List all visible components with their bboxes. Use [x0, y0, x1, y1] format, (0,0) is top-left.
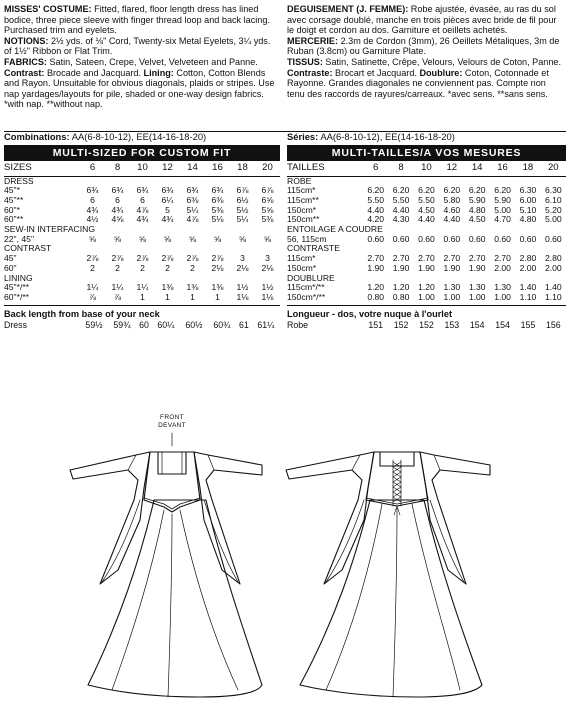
row-label: 45"* — [4, 185, 20, 196]
series-label: Séries: — [287, 131, 319, 142]
size-header: 16 — [205, 161, 230, 176]
back-length-cell: 151 — [368, 319, 384, 330]
notions-heading: NOTIONS: — [4, 35, 49, 46]
back-length-cell: 60 — [139, 319, 149, 330]
table-cell: 4.60 — [443, 204, 461, 215]
table-cell: 4.40 — [367, 204, 385, 215]
tissus-text: Satin, Satinette, Crêpe, Velours, Velours de Coton, Panne. — [325, 56, 561, 67]
size-header: 18 — [515, 161, 540, 176]
table-cell: 1.20 — [367, 282, 385, 293]
english-column — [4, 4, 280, 330]
table-cell: 2.00 — [544, 262, 562, 273]
fabrics-heading: FABRICS: — [4, 56, 47, 67]
section-label: CONTRAST — [4, 243, 52, 254]
section-label: ROBE — [287, 175, 312, 186]
table-cell: 2 — [90, 262, 95, 273]
size-header: 14 — [465, 161, 490, 176]
mercerie-heading: MERCERIE: — [287, 35, 339, 46]
row-label: 22", 45" — [4, 233, 34, 244]
english-back-length-table — [4, 320, 280, 330]
table-cell: 5½ — [236, 204, 249, 215]
multi-sized-banner: MULTI-SIZED FOR CUSTOM FIT — [4, 145, 280, 161]
lining-text: Cotton, Cotton Blends and Rayon. Unsuitable for obvious diagonals, plaids or stripes. Use nap yardages/layouts for pile, shaded or one-way design fabrics. *with nap. **without nap. — [4, 67, 275, 110]
table-cell: ⅞ — [80, 293, 105, 305]
table-cell: 1.00 — [439, 293, 464, 305]
table-cell: 0.60 — [494, 233, 511, 244]
table-cell: 5.00 — [544, 214, 562, 225]
table-cell: 2⅛ — [236, 262, 249, 273]
doublure-text: Coton, Cotonnade et Rayonne. Grandes diagonales ne conviennent pas. Compte non tenu des raccords de rayures/carreaux. *avec sens. **sans sens. — [287, 67, 549, 99]
table-cell: 2⅞ — [186, 253, 199, 264]
table-cell: 5.00 — [494, 204, 511, 215]
table-cell: 5.90 — [468, 194, 486, 205]
table-cell: 1 — [130, 293, 155, 305]
table-cell: 1.10 — [515, 293, 540, 305]
table-cell: 4.50 — [418, 204, 435, 215]
table-cell: 1 — [180, 293, 205, 305]
table-cell: 1.40 — [544, 282, 562, 293]
table-cell: ⅝ — [163, 233, 172, 244]
table-cell: 0.80 — [363, 293, 388, 305]
table-cell: 4¾ — [161, 214, 174, 225]
combinations — [4, 131, 280, 142]
table-cell: 0.60 — [468, 233, 486, 244]
contraste-text: Brocart et Jacquard. — [335, 67, 417, 78]
table-cell: ⅝ — [213, 233, 222, 244]
table-cell: ⅝ — [263, 233, 272, 244]
dress-front-view — [70, 433, 262, 697]
table-cell: 6.00 — [519, 194, 537, 205]
table-cell: 6½ — [236, 194, 249, 205]
table-cell: 1.00 — [465, 293, 490, 305]
table-cell: 2⅞ — [161, 253, 174, 264]
table-cell: 5⅝ — [261, 204, 274, 215]
table-cell: 2.70 — [494, 253, 511, 264]
table-cell: 1.30 — [443, 282, 461, 293]
size-header: 10 — [130, 161, 155, 176]
table-cell: 5⅜ — [211, 204, 224, 215]
section-label: SEW-IN INTERFACING — [4, 224, 96, 235]
back-length-cell: 153 — [444, 319, 460, 330]
table-cell: 4.40 — [392, 204, 410, 215]
table-cell: 5.20 — [544, 204, 562, 215]
table-cell: 6⅞ — [261, 185, 274, 196]
size-header: 10 — [414, 161, 439, 176]
table-cell: 0.80 — [388, 293, 413, 305]
row-label: 45"** — [4, 194, 24, 205]
size-header: 12 — [155, 161, 180, 176]
table-cell: 1 — [155, 293, 180, 305]
table-cell: 2.70 — [418, 253, 435, 264]
table-cell: 5.50 — [418, 194, 435, 205]
table-cell: 5.50 — [367, 194, 385, 205]
back-length-cell: 152 — [419, 319, 434, 330]
table-cell: 6¾ — [161, 185, 174, 196]
dress-illustration — [0, 410, 570, 706]
table-cell: 6⅜ — [211, 194, 224, 205]
back-length-cell: 59½ — [85, 319, 103, 330]
table-cell: 4¾ — [86, 204, 99, 215]
table-cell: 2 — [190, 262, 195, 273]
dress-back-view — [286, 452, 490, 697]
table-cell: 0.60 — [418, 233, 435, 244]
french-back-length-table — [287, 320, 566, 330]
deguisement-description: Robe ajustée, évasée, au ras du sol avec corsage doublé, manche en trois pièces avec bride de fil pour le doigt et cordon au dos. Garniture et oeillets achetés. — [287, 4, 557, 36]
table-cell: 1.90 — [443, 262, 461, 273]
table-cell: 2⅞ — [111, 253, 124, 264]
table-cell: 4⅞ — [136, 204, 149, 215]
costume-description: Fitted, flared, floor length dress has lined bodice, three piece sleeve with finger thread loop and back lacing. Purchased trim and eyelets. — [4, 4, 270, 36]
table-cell: 1½ — [236, 282, 249, 293]
back-length-cell: 154 — [495, 319, 510, 330]
table-cell: 5 — [165, 204, 170, 215]
lining-heading: Lining: — [143, 67, 174, 78]
table-cell: 2⅛ — [261, 262, 274, 273]
back-length-label: Dress — [4, 319, 27, 330]
table-cell: 1.40 — [519, 282, 537, 293]
english-description — [4, 4, 280, 128]
top-divider — [4, 131, 566, 132]
section-label: LINING — [4, 272, 33, 283]
table-cell: 4.70 — [494, 214, 511, 225]
notions-text: 2½ yds. of ⅛" Cord, Twenty-six Metal Eyelets, 3¼ yds. of 1½" Ribbon or Flat Trim. — [4, 35, 271, 57]
table-cell: 4.80 — [468, 204, 486, 215]
table-cell: 2⅛ — [211, 262, 224, 273]
table-cell: 4.40 — [418, 214, 435, 225]
table-cell: 2.00 — [494, 262, 511, 273]
table-cell: 2⅞ — [136, 253, 149, 264]
back-length-cell: 59¾ — [113, 319, 131, 330]
table-cell: 0.60 — [519, 233, 537, 244]
table-cell: 1⅜ — [211, 282, 224, 293]
combinations-label: Combinations: — [4, 131, 70, 142]
table-cell: 6¾ — [111, 185, 124, 196]
contrast-text: Brocade and Jacquard. — [46, 67, 141, 78]
table-cell: 1¼ — [111, 282, 124, 293]
table-cell: 1⅛ — [230, 293, 255, 305]
table-cell: ⅝ — [188, 233, 197, 244]
tissus-heading: TISSUS: — [287, 56, 323, 67]
front-label-en: FRONT — [160, 414, 184, 421]
table-cell: 1½ — [261, 282, 274, 293]
mercerie-text: 2.3m de Cordon (3mm), 26 Oeillets Métaliques, 3m de Ruban (3.8cm) ou Garniture Plate. — [287, 35, 560, 57]
table-cell: 4⅞ — [186, 214, 199, 225]
section-label: CONTRASTE — [287, 243, 340, 254]
contraste-heading: Contraste: — [287, 67, 333, 78]
table-cell: 6⅞ — [236, 185, 249, 196]
row-label: 60"** — [4, 214, 24, 225]
size-header-label: SIZES — [4, 161, 80, 176]
table-cell: 1.90 — [392, 262, 410, 273]
table-cell: 2 — [140, 262, 145, 273]
table-cell: 1¼ — [136, 282, 149, 293]
table-cell: 5¼ — [236, 214, 249, 225]
table-cell: 0.60 — [367, 233, 385, 244]
table-cell: 1.90 — [367, 262, 385, 273]
table-cell: 1.10 — [541, 293, 566, 305]
back-length-cell: 61¼ — [257, 319, 275, 330]
table-cell: 5⅜ — [261, 214, 274, 225]
size-header: 20 — [255, 161, 280, 176]
table-cell: 0.60 — [443, 233, 461, 244]
doublure-heading: Doublure: — [419, 67, 463, 78]
table-cell: 4¾ — [136, 214, 149, 225]
row-label: 150cm** — [287, 214, 320, 225]
size-header-label: TAILLES — [287, 161, 363, 176]
multi-tailles-banner: MULTI-TAILLES/A VOS MESURES — [287, 145, 566, 161]
back-length-cell: 61 — [239, 319, 249, 330]
table-cell: ⅝ — [138, 233, 147, 244]
table-cell: 6.20 — [367, 185, 385, 196]
back-length-cell: 152 — [393, 319, 409, 330]
table-row — [287, 293, 566, 305]
back-length-row — [4, 320, 280, 330]
table-cell: 4.80 — [519, 214, 537, 225]
row-label: 115cm*/** — [287, 282, 325, 293]
back-length-cell: 60¼ — [157, 319, 175, 330]
table-cell: 5.50 — [392, 194, 410, 205]
table-cell: 1.90 — [418, 262, 435, 273]
row-label: 60" — [4, 262, 17, 273]
table-cell: 5.90 — [494, 194, 511, 205]
back-length-cell: 156 — [545, 319, 561, 330]
table-cell: 5.80 — [443, 194, 461, 205]
table-cell: 2.70 — [392, 253, 410, 264]
table-cell: 2.80 — [519, 253, 537, 264]
table-cell: 1.00 — [414, 293, 439, 305]
table-cell: 1.30 — [468, 282, 486, 293]
table-cell: 2.70 — [443, 253, 461, 264]
table-cell: 4.40 — [443, 214, 461, 225]
row-label: 45"*/** — [4, 282, 30, 293]
back-length-cell: 155 — [520, 319, 536, 330]
table-cell: 1⅜ — [161, 282, 174, 293]
size-header: 6 — [363, 161, 388, 176]
front-label-fr: DEVANT — [158, 421, 186, 429]
table-cell: 6.30 — [519, 185, 537, 196]
table-cell: 6.20 — [392, 185, 410, 196]
table-cell: ⅝ — [88, 233, 97, 244]
table-cell: 1⅜ — [186, 282, 199, 293]
table-cell: 1.90 — [468, 262, 486, 273]
row-label: 45" — [4, 253, 17, 264]
table-cell: 6.30 — [544, 185, 562, 196]
table-cell: 6.20 — [468, 185, 486, 196]
size-header: 8 — [105, 161, 130, 176]
table-cell: ⅝ — [238, 233, 247, 244]
row-label: 115cm* — [287, 185, 316, 196]
table-cell: 1⅛ — [255, 293, 280, 305]
back-length-cell: 60¾ — [213, 319, 231, 330]
combinations-text: AA(6-8-10-12), EE(14-16-18-20) — [71, 131, 207, 142]
section-label: ENTOILAGE A COUDRE — [287, 224, 383, 235]
table-cell: 6¾ — [86, 185, 99, 196]
fabrics-text: Satin, Sateen, Crepe, Velvet, Velveteen and Panne. — [49, 56, 258, 67]
contrast-heading: Contrast: — [4, 67, 45, 78]
row-label: 150cm* — [287, 204, 317, 215]
section-label: DRESS — [4, 175, 34, 186]
back-length-label: Robe — [287, 319, 309, 330]
french-yardage-table — [287, 161, 566, 306]
table-cell: 2 — [165, 262, 170, 273]
costume-heading: MISSES' COSTUME: — [4, 4, 92, 14]
series-text: AA(6-8-10-12), EE(14-16-18-20) — [320, 131, 455, 142]
table-cell: 6.20 — [443, 185, 461, 196]
table-cell: ⅝ — [113, 233, 122, 244]
row-label: 60"*/** — [4, 293, 80, 305]
series — [287, 131, 566, 142]
table-cell: 0.60 — [392, 233, 410, 244]
table-cell: 4¾ — [111, 204, 124, 215]
back-length-row — [287, 320, 566, 330]
table-cell: 5¼ — [186, 204, 199, 215]
size-header: 6 — [80, 161, 105, 176]
row-label: 150cm* — [287, 262, 317, 273]
table-cell: 5.10 — [519, 204, 537, 215]
size-header-row — [287, 161, 566, 176]
deguisement-heading: DEGUISEMENT (J. FEMME): — [287, 4, 409, 14]
table-cell: 6¼ — [161, 194, 174, 205]
table-cell: 2⅞ — [86, 253, 99, 264]
french-column — [287, 4, 566, 330]
table-cell: 4½ — [86, 214, 99, 225]
table-cell: 6⅝ — [261, 194, 274, 205]
table-cell: 6¾ — [186, 185, 199, 196]
back-length-cell: 60½ — [185, 319, 203, 330]
table-cell: 2⅞ — [211, 253, 224, 264]
table-cell: 4.20 — [367, 214, 385, 225]
table-cell: 6 — [140, 194, 145, 205]
row-label: 150cm*/** — [287, 293, 363, 305]
table-cell: 6⅜ — [186, 194, 199, 205]
english-yardage-table — [4, 161, 280, 306]
table-cell: 6¾ — [136, 185, 149, 196]
longueur-dos-heading: Longueur - dos, votre nuque à l'ourlet — [287, 308, 453, 319]
size-header: 12 — [439, 161, 464, 176]
table-cell: 4.50 — [468, 214, 486, 225]
table-cell: 6.20 — [418, 185, 435, 196]
size-header: 20 — [541, 161, 566, 176]
table-cell: 6 — [90, 194, 95, 205]
size-header: 8 — [388, 161, 413, 176]
table-cell: 2.70 — [468, 253, 486, 264]
table-cell: 1¼ — [86, 282, 99, 293]
table-cell: 5⅛ — [211, 214, 224, 225]
size-header-row — [4, 161, 280, 176]
table-cell: 1 — [205, 293, 230, 305]
table-row — [4, 264, 280, 274]
table-cell: 2 — [115, 262, 120, 273]
table-cell: 6.20 — [494, 185, 511, 196]
table-cell: 6 — [115, 194, 120, 205]
back-length-cell: 154 — [469, 319, 485, 330]
table-row — [4, 293, 280, 305]
size-header: 18 — [230, 161, 255, 176]
table-cell: 2.00 — [519, 262, 537, 273]
row-label: 60"* — [4, 204, 20, 215]
table-cell: 0.60 — [544, 233, 562, 244]
table-cell: 4⅝ — [111, 214, 124, 225]
table-cell: ⅞ — [105, 293, 130, 305]
size-header: 14 — [180, 161, 205, 176]
table-cell: 2.70 — [367, 253, 385, 264]
row-label: 115cm* — [287, 253, 316, 264]
row-label: 56, 115cm — [287, 233, 327, 244]
back-length-heading: Back length from base of your neck — [4, 308, 160, 319]
section-label: DOUBLURE — [287, 272, 335, 283]
table-cell: 2.80 — [544, 253, 562, 264]
size-header: 16 — [490, 161, 515, 176]
table-cell: 1.00 — [490, 293, 515, 305]
table-cell: 4.30 — [392, 214, 410, 225]
table-cell: 6¾ — [211, 185, 224, 196]
table-cell: 6.10 — [544, 194, 562, 205]
table-cell: 3 — [265, 253, 270, 264]
table-cell: 1.30 — [494, 282, 511, 293]
table-cell: 1.20 — [392, 282, 410, 293]
row-label: 115cm** — [287, 194, 319, 205]
french-description — [287, 4, 566, 128]
table-cell: 1.20 — [418, 282, 435, 293]
table-cell: 3 — [240, 253, 245, 264]
